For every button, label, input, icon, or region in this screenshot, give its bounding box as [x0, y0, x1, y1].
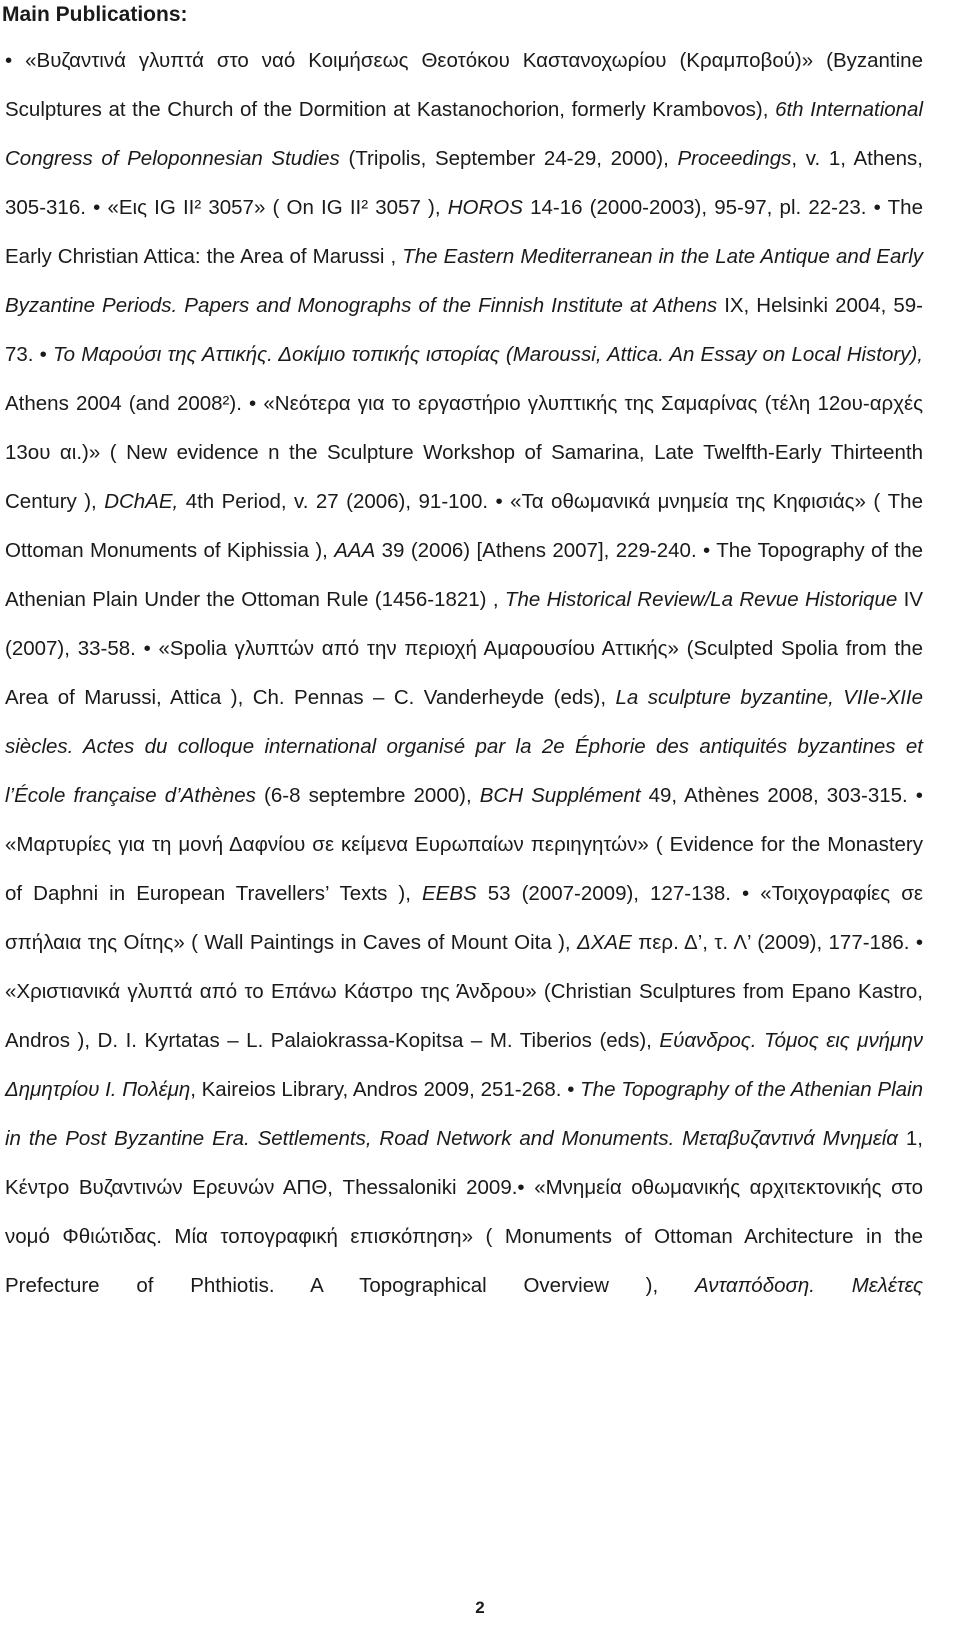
citation-text: (Tripolis, September 24-29, 2000), [339, 147, 678, 170]
italic-title-text: Ανταπόδοση. Μελέτες [694, 1274, 923, 1297]
citation-text: 39 (2006) [Athens 2007], 229-240. • The Topography of the Athenian Plain Under the Ottoman Rule (1456-1821) , [5, 539, 923, 611]
italic-title-text: The Topography of the Athenian Plain in the Post Byzantine Era. Settlements, Road Network and Monuments. Μεταβυζαντινά Μνημεία [5, 1078, 923, 1150]
italic-title-text: BCH Supplément [479, 784, 641, 807]
section-heading: Main Publications: [2, 3, 188, 26]
italic-title-text: DChAE, [104, 490, 179, 513]
italic-title-text: The Eastern Mediterranean in the Late Antique and Early Byzantine Periods. Papers and Monographs of the Finnish Institute at Athens [5, 245, 923, 317]
italic-title-text: Proceedings [677, 147, 792, 170]
citation-text: IV (2007), 33-58. • «Spolia γλυπτών από την περιοχή Αμαρουσίου Αττικής» (Sculpted Spolia from the Area of Marussi, Attica ), Ch. Pennas – C. Vanderheyde (eds), [5, 588, 923, 709]
italic-title-text: 6th International Congress of Peloponnesian Studies [5, 98, 924, 170]
citation-text: 49, Athènes 2008, 303-315. • «Μαρτυρίες για τη μονή Δαφνίου σε κείμενα Ευρωπαίων περιηγητών» ( Evidence for the Monastery of Daphni in European Travellers’ Texts ), [5, 784, 923, 905]
citation-text: περ. Δ’, τ. Λ’ (2009), 177-186. • «Χριστιανικά γλυπτά από το Επάνω Κάστρο της Άνδρου» (Christian Sculptures from Epano Kastro, Andros ), D. I. Kyrtatas – L. Palaiokrassa-Kopitsa – M. Tiberios (eds), [5, 931, 923, 1052]
citation-text: Athens 2004 (and 2008²). • «Νεότερα για το εργαστήριο γλυπτικής της Σαμαρίνας (τέλη 12ου-αρχές 13ου αι.)» ( New evidence n the Sculpture Workshop of Samarina, Late Twelfth-Early Thirteenth Century ), [5, 392, 923, 513]
citation-text: , v. 1, Athens, 305-316. • «Εις IG II² 3057» ( On IG II² 3057 ), [5, 147, 923, 219]
italic-title-text: EEBS [421, 882, 477, 905]
italic-title-text: Το Μαρούσι της Αττικής. Δοκίμιο τοπικής ιστορίας (Maroussi, Attica. An Essay on Local History), [53, 343, 923, 366]
italic-title-text: La sculpture byzantine, VIIe-XIIe siècles. Actes du colloque international organisé par la 2e Éphorie des antiquités byzantines et l’École française d’Athènes [5, 686, 924, 807]
citation-text: 1, Κέντρο Βυζαντινών Ερευνών ΑΠΘ, Thessaloniki 2009.• «Μνημεία οθωμανικής αρχιτεκτονικής στο νομό Φθιώτιδας. Μία τοπογραφική επισκόπηση» ( Monuments of Ottoman Architecture in the Prefecture of Phthiotis. A Topographical Overview ), [5, 1127, 923, 1297]
page-number: 2 [475, 1598, 485, 1617]
citation-text: 53 (2007-2009), 127-138. • «Τοιχογραφίες σε σπήλαια της Οίτης» ( Wall Paintings in Caves of Mount Oita ), [5, 882, 923, 954]
italic-title-text: Εύανδρος. Τόμος εις μνήμην Δημητρίου Ι. Πολέμη [5, 1029, 923, 1101]
citation-text: 14-16 (2000-2003), 95-97, pl. 22-23. • The Early Christian Attica: the Area of Marussi , [5, 196, 923, 268]
italic-title-text: The Historical Review/La Revue Historique [504, 588, 898, 611]
italic-title-text: AAA [334, 539, 376, 562]
publications-paragraph [5, 36, 923, 1310]
italic-title-text: HOROS [447, 196, 523, 219]
citation-text: (6-8 septembre 2000), [255, 784, 480, 807]
citation-text: , Kaireios Library, Andros 2009, 251-268. • [190, 1078, 581, 1101]
italic-title-text: ΔΧΑΕ [576, 931, 632, 954]
citation-text: 4th Period, v. 27 (2006), 91-100. • «Τα οθωμανικά μνημεία της Κηφισιάς» ( The Ottoman Monuments of Kiphissia ), [5, 490, 923, 562]
citation-text: • «Βυζαντινά γλυπτά στο ναό Κοιμήσεως Θεοτόκου Καστανοχωρίου (Κραμποβού)» (Byzantine Sculptures at the Church of the Dormition at Kastanochorion, formerly Krambovos), [5, 49, 923, 121]
citation-text: IX, Helsinki 2004, 59-73. • [5, 294, 924, 366]
